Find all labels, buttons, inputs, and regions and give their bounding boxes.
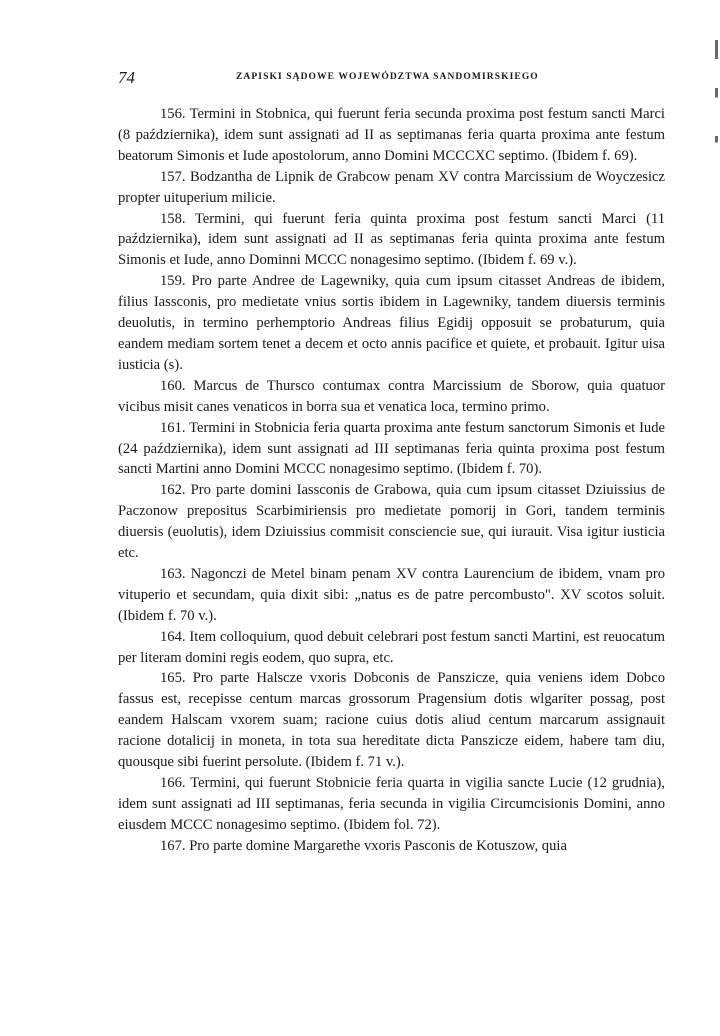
entry-167: 167. Pro parte domine Margarethe vxoris Pasconis de Kotuszow, quia <box>160 837 567 854</box>
entry-164: 164. Item colloquium, quod debuit celebrari post festum sancti Martini, est reuocatum per literam domini regis eodem, quo supra, etc. <box>118 628 665 666</box>
running-title: ZAPISKI SĄDOWE WOJEWÓDZTWA SANDOMIRSKIEGO <box>236 72 539 82</box>
document-body <box>118 104 665 857</box>
scan-edge-mark <box>715 40 718 200</box>
entry-160: 160. Marcus de Thursco contumax contra Marcissium de Sborow, quia quatuor vicibus misit canes venaticos in borra sua et venatica loca, termino primo. <box>118 377 665 415</box>
entry-162: 162. Pro parte domini Iassconis de Grabowa, quia cum ipsum citasset Dziuissius de Paczonow prepositus Scarbimiriensis pro medietate pomorij in Gori, tandem terminis diuersis (euolutis), idem Dziuissius commisit consciencie sue, qui iurauit. Visa igitur iusticia etc. <box>118 482 665 562</box>
entry-159: 159. Pro parte Andree de Lagewniky, quia cum ipsum citasset Andreas de ibidem, filius Iassconis, pro medietate vnius sortis ibidem in Lagewniky, tandem diuersis terminis deuolutis, in termino perhemptorio Andreas filius Egidij opposuit se probaturum, quia eandem mediam sortem tenet a decem et octo annis pacifice et quiete, et probauit. Igitur uisa iusticia (s). <box>118 273 665 373</box>
entry-158: 158. Termini, qui fuerunt feria quinta proxima post festum sancti Marci (11 października), idem sunt assignati ad II as septimanas feria quinta proxima ante festum Simonis et Iude, anno Dominni MCCC nonagesimo septimo. (Ibidem f. 69 v.). <box>118 210 665 269</box>
entry-157: 157. Bodzantha de Lipnik de Grabcow penam XV contra Marcissium de Woyczesicz propter uituperium milicie. <box>118 168 665 206</box>
page-header <box>118 68 665 90</box>
page-number: 74 <box>118 68 135 87</box>
entry-161: 161. Termini in Stobnicia feria quarta proxima ante festum sanctorum Simonis et Iude (24 października), idem sunt assignati ad III septimanas feria quinta proxima post festum sancti Martini anno Domini MCCC nonagesimo septimo. (Ibidem f. 70). <box>118 419 665 478</box>
entry-156: 156. Termini in Stobnica, qui fuerunt feria secunda proxima post festum sancti Marci (8 października), idem sunt assignati ad II as septimanas feria quarta proxima ante festum beatorum Simonis et Iude apostolorum, anno Domini MCCCXC septimo. (Ibidem f. 69). <box>118 106 665 164</box>
entry-166: 166. Termini, qui fuerunt Stobnicie feria quarta in vigilia sancte Lucie (12 grudnia), idem sunt assignati ad III septimanas, feria secunda in vigilia Circumcisionis Domini, anno eiusdem MCCC nonagesimo septimo. (Ibidem fol. 72). <box>118 775 665 833</box>
entry-163: 163. Nagonczi de Metel binam penam XV contra Laurencium de ibidem, vnam pro vituperio et secundam, quia dixit sibi: „natus es de patre percombusto". XV scotos soluit. (Ibidem f. 70 v.). <box>118 565 665 624</box>
entry-165: 165. Pro parte Halscze vxoris Dobconis de Panszicze, quia veniens idem Dobco fassus est, recepisse centum marcas grossorum Pragensium dotis wlgariter possag, post eandem Halscam vxorem suam; racione cuius dotis aliud centum marcarum assignauit racione dotalicij in moneta, in tota sua hereditate dicta Panszicze eidem, habere tam diu, quousque sibi fuerint persolute. (Ibidem f. 71 v.). <box>118 670 665 771</box>
